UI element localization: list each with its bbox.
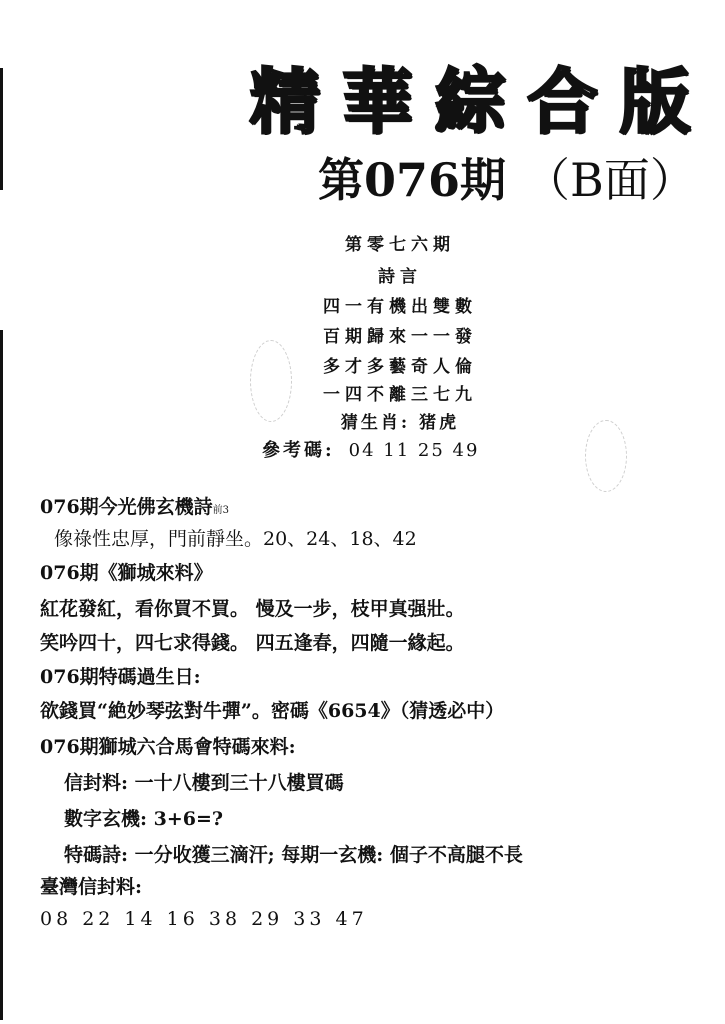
poem-line: 一四不離三七九 <box>323 385 477 405</box>
masthead-char: 華 <box>342 61 413 143</box>
section-title: 076期《獅城來料》 <box>40 562 213 584</box>
issue-number: 第076期 <box>318 153 507 207</box>
poem-line: 多才多藝奇人倫 <box>323 357 477 377</box>
masthead-char: 綜 <box>435 61 505 143</box>
section-title: 臺灣信封料: <box>40 876 143 898</box>
section-title: 076期獅城六合馬會特碼來料: <box>40 736 296 758</box>
issue-face: （B面） <box>524 153 696 207</box>
section-body: 紅花發紅，看你買不買。 慢及一步，枝甲真强壯。 <box>40 598 465 620</box>
masthead-char: 精 <box>250 61 320 143</box>
poem-line: 百期歸來一一發 <box>323 327 477 347</box>
reference-numbers: 04 11 25 49 <box>348 440 480 461</box>
section-title: 076期特碼過生日: <box>40 666 201 688</box>
section-title-suffix: 前3 <box>212 505 230 516</box>
section-body: 信封料: 一十八樓到三十八樓買碼 <box>64 772 344 794</box>
issue-heading <box>318 150 696 210</box>
poem-issue-name: 第零七六期 <box>345 235 455 255</box>
section-body: 像祿性忠厚，門前靜坐。20、24、18、42 <box>54 528 417 550</box>
section-body: 08 22 14 16 38 29 33 47 <box>40 908 368 930</box>
section-body: 笑吟四十，四七求得錢。 四五逢春，四隨一緣起。 <box>40 632 465 654</box>
section-title <box>40 492 229 526</box>
poem-line: 四一有機出雙數 <box>323 297 477 317</box>
section-body: 欲錢買“絶妙琴弦對牛彈”。密碼《6654》（猜透必中） <box>40 700 505 722</box>
section-title-text: 076期今光佛玄機詩 <box>40 496 213 518</box>
section-body: 特碼詩: 一分收獲三滴汗; 每期一玄機: 個子不高腿不長 <box>64 844 523 866</box>
masthead-char: 合 <box>527 61 598 143</box>
masthead-char: 版 <box>620 61 690 143</box>
poem-heading: 詩言 <box>378 267 422 287</box>
scan-smudge <box>585 420 627 492</box>
reference-codes <box>262 438 479 464</box>
section-body: 數字玄機: 3+6=? <box>64 808 224 830</box>
left-border-top <box>0 68 3 190</box>
left-border-bottom <box>0 330 3 1020</box>
reference-label: 參考碼: <box>262 440 335 461</box>
poem-zodiac: 猜生肖: 猪虎 <box>340 413 460 433</box>
masthead <box>250 62 690 142</box>
